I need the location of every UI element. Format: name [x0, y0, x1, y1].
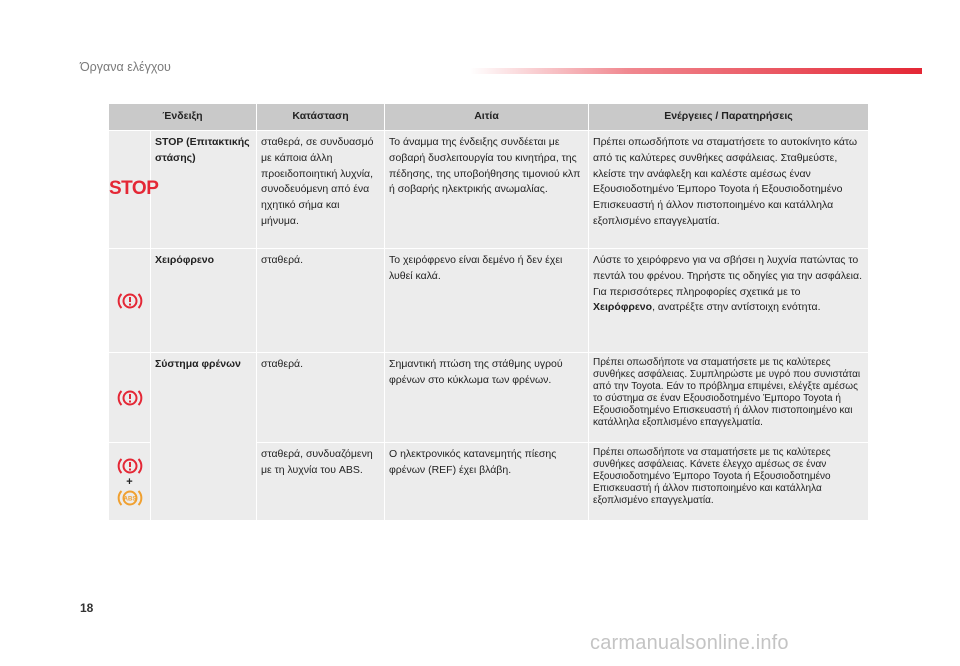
indicator-name: STOP (Επιτακτικής στάσης)	[151, 131, 257, 249]
actions-text-end: , ανατρέξτε στην αντίστοιχη ενότητα.	[652, 301, 821, 314]
actions-cell: Πρέπει οπωσδήποτε να σταματήσετε το αυτοκίνητο κάτω από τις καλύτερες συνθήκες ασφάλειας. Σταθμεύστε, κλείστε την ανάφλεξη και καλέστε αμέσως έναν Εξουσιοδοτημένο Έμπορο Toyota ή Εξουσιοδοτημένο Επισκευαστή ή άλλον πιστοποιημένο και κατάλληλα εξοπλισμένο επαγγελματία.	[589, 131, 869, 249]
abs-warning-icon	[109, 488, 150, 508]
state-cell: σταθερά, σε συνδυασμό με κάποια άλλη προειδοποιητική λυχνία, συνοδευόμενη από ένα ηχητικό σήμα και μήνυμα.	[257, 131, 385, 249]
state-cell: σταθερά.	[257, 249, 385, 353]
indicator-icon-cell	[109, 131, 159, 249]
page-number: 18	[80, 601, 94, 615]
cause-cell: Σημαντική πτώση της στάθμης υγρού φρένων στο κύκλωμα των φρένων.	[385, 353, 589, 443]
stop-icon: STOP	[109, 178, 159, 200]
column-header-indicator: Ένδειξη	[109, 104, 257, 131]
brake-warning-icon	[109, 291, 150, 311]
table-row	[109, 249, 869, 353]
actions-cell	[589, 249, 869, 353]
state-cell: σταθερά, συνδυαζόμενη με τη λυχνία του ABS.	[257, 443, 385, 521]
plus-sign: +	[126, 475, 133, 488]
actions-text: Λύστε το χειρόφρενο για να σβήσει η λυχνία πατώντας το πεντάλ του φρένου. Τηρήστε τις οδηγίες για την ασφάλεια. Για περισσότερες πληροφορίες σχετικά με το	[593, 254, 863, 298]
indicator-icon-cell	[109, 249, 151, 353]
column-header-state: Κατάσταση	[257, 104, 385, 131]
indicator-name: Σύστημα φρένων	[151, 353, 257, 521]
indicator-icon-cell	[109, 443, 151, 521]
table-header-row	[109, 104, 869, 131]
table-row	[109, 353, 869, 443]
warning-lights-table	[108, 103, 869, 521]
brake-warning-icon	[109, 388, 150, 408]
table-row	[109, 131, 869, 249]
brake-warning-icon	[109, 456, 150, 476]
actions-cell: Πρέπει οπωσδήποτε να σταματήσετε με τις καλύτερες συνθήκες ασφάλειας. Κάνετε έλεγχο αμέσως σε έναν Εξουσιοδοτημένο Έμπορο Toyota ή Εξουσιοδοτημένο Επισκευαστή ή άλλον πιστοποιημένο και κατάλληλα εξοπλισμένο επαγγελματία.	[589, 443, 869, 521]
watermark: carmanualsonline.info	[590, 632, 789, 654]
cause-cell: Το χειρόφρενο είναι δεμένο ή δεν έχει λυθεί καλά.	[385, 249, 589, 353]
section-title: Όργανα ελέγχου	[80, 60, 171, 74]
cause-cell: Ο ηλεκτρονικός κατανεμητής πίεσης φρένων (REF) έχει βλάβη.	[385, 443, 589, 521]
column-header-cause: Αιτία	[385, 104, 589, 131]
indicator-name: Χειρόφρενο	[151, 249, 257, 353]
header-accent-bar	[470, 68, 922, 74]
abs-label: ABS	[123, 495, 136, 502]
indicator-icon-cell	[109, 353, 151, 443]
actions-bold-ref: Χειρόφρενο	[593, 301, 653, 314]
state-cell: σταθερά.	[257, 353, 385, 443]
actions-cell: Πρέπει οπωσδήποτε να σταματήσετε με τις καλύτερες συνθήκες ασφάλειας. Συμπληρώστε με υγρό που συνιστάται από την Toyota. Εάν το πρόβλημα επιμένει, ελέγξτε αμέσως το σύστημα σε έναν Εξουσιοδοτημένο Έμπορο Toyota ή Εξουσιοδοτημένο Επισκευαστή ή άλλον πιστοποιημένο και κατάλληλα εξοπλισμένο επαγγελματία.	[589, 353, 869, 443]
cause-cell: Το άναμμα της ένδειξης συνδέεται με σοβαρή δυσλειτουργία του κινητήρα, της πέδησης, της υποβοήθησης τιμονιού κλπ ή σοβαρής ηλεκτρικής ανωμαλίας.	[385, 131, 589, 249]
column-header-actions: Ενέργειες / Παρατηρήσεις	[589, 104, 869, 131]
